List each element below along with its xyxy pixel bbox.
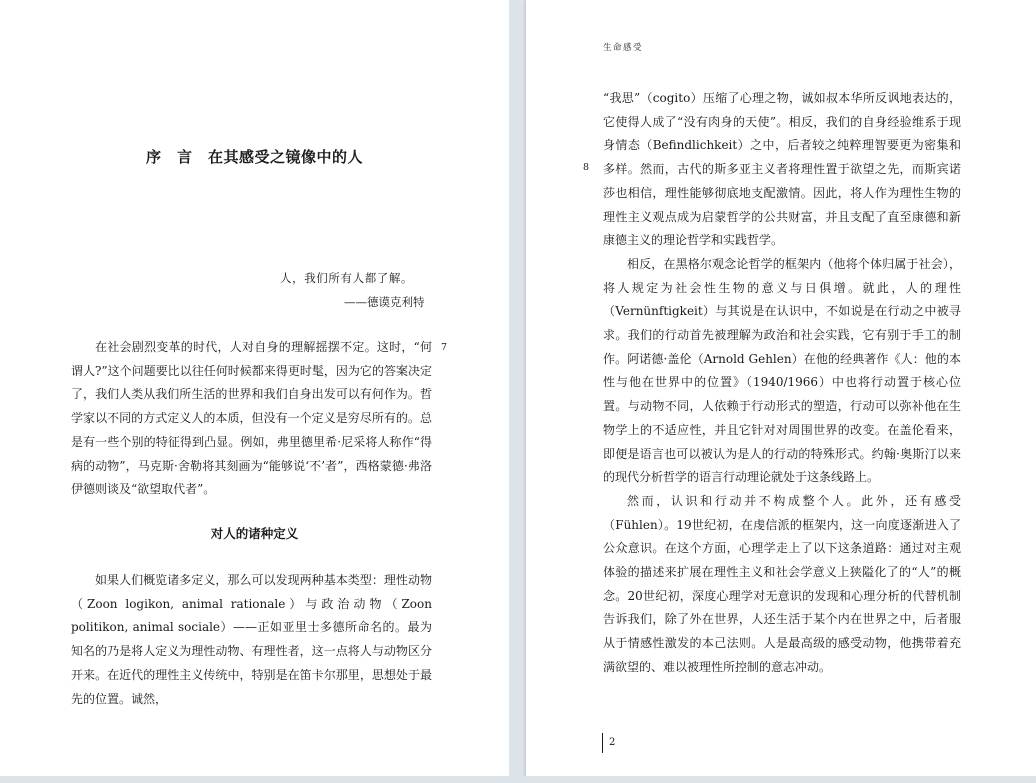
page-gutter	[509, 0, 526, 783]
section-heading: 对人的诸种定义	[210, 526, 299, 541]
original-page-marker: 7	[441, 342, 448, 353]
definitions-paragraph: 如果人们概览诸多定义，那么可以发现两种基本类型：理性动物（Zoon logikon, animal rationale）与政治动物（Zoon politikon, animal sociale）——正如亚里士多德所命名的。最为知名的乃是将人定义为理性动物、有理性者，这一点将人与动物区分开来。在近代的理性主义传统中，特别是在笛卡尔那里，思想处于最先的位置。诚然，	[71, 573, 432, 706]
original-page-marker: 8	[583, 162, 590, 173]
paragraph-feeling: 然而，认识和行动并不构成整个人。此外，还有感受（Fühlen）。19世纪初，在虔信派的框架内，这一向度逐渐进入了公众意识。在这个方面，心理学走上了以下这条道路：通过对主观体验的描述来扩展在理性主义和社会学意义上狭隘化了的“人”的概念。20世纪初，深度心理学对无意识的发现和心理分析的代替机制告诉我们，除了外在世界，人还生活于某个内在世界之中，后者服从于情感性激发的本己法则。人是最高级的感受动物，他携带着充满欲望的、难以被理性所控制的意志冲动。	[603, 493, 961, 674]
epigraph-quote: 人，我们所有人都了解。	[280, 271, 414, 285]
left-page	[0, 0, 509, 783]
viewer-bottom-edge	[0, 776, 1036, 783]
page-number: 2	[602, 733, 615, 753]
intro-text-block	[71, 336, 432, 502]
epigraph	[280, 266, 425, 314]
intro-paragraph: 在社会剧烈变革的时代，人对自身的理解摇摆不定。这时，“何谓人?”这个问题要比以往任何时候都来得更时髦，因为它的答案决定了，我们人类从我们所生活的世界和我们自身出发可以有何作为。哲学家以不同的方式定义人的本质，但没有一个定义是穷尽所有的。总是有一些个别的特征得到凸显。例如，弗里德里希·尼采将人称作“得病的动物”，马克斯·舍勒将其刻画为“能够说‘不’者”，西格蒙德·弗洛伊德则谈及“欲望取代者”。	[71, 340, 432, 497]
running-header: 生命感受	[603, 43, 644, 53]
right-page	[526, 0, 1036, 783]
epigraph-author: ——德谟克利特	[344, 295, 425, 309]
chapter-title: 序 言 在其感受之镜像中的人	[145, 148, 363, 166]
right-text-block	[603, 87, 961, 680]
continued-paragraph: “我思”（cogito）压缩了心理之物，诚如叔本华所反讽地表达的，它使得人成了“没有肉身的天使”。相反，我们的自身经验维系于现身情态（Befindlichkeit）之中，后者较之纯粹理智要更为密集和多样。然而，古代的斯多亚主义者将理性置于欲望之先，而斯宾诺莎也相信，理性能够彻底地支配激情。因此，将人作为理性生物的理性主义观点成为启蒙哲学的公共财富，并且支配了直至康德和新康德主义的理论哲学和实践哲学。	[603, 91, 961, 248]
definitions-text-block	[71, 569, 432, 711]
paragraph-hegel: 相反，在黑格尔观念论哲学的框架内（他将个体归属于社会），将人规定为社会性生物的意义与日俱增。就此，人的理性（Vernünftigkeit）与其说是在认识中，不如说是在行动之中被寻求。我们的行动首先被理解为政治和社会实践，它有别于手工的制作。阿诺德·盖伦（Arnold Gehlen）在他的经典著作《人：他的本性与他在世界中的位置》（1940/1966）中也将行动置于核心位置。与动物不同，人依赖于行动形式的塑造，行动可以弥补他在生物学上的不适应性，并且它针对对周围世界的改变。在盖伦看来，即便是语言也可以被认为是人的行动的特殊形式。约翰·奥斯汀以来的现代分析哲学的语言行动理论就处于这条线路上。	[603, 256, 961, 485]
